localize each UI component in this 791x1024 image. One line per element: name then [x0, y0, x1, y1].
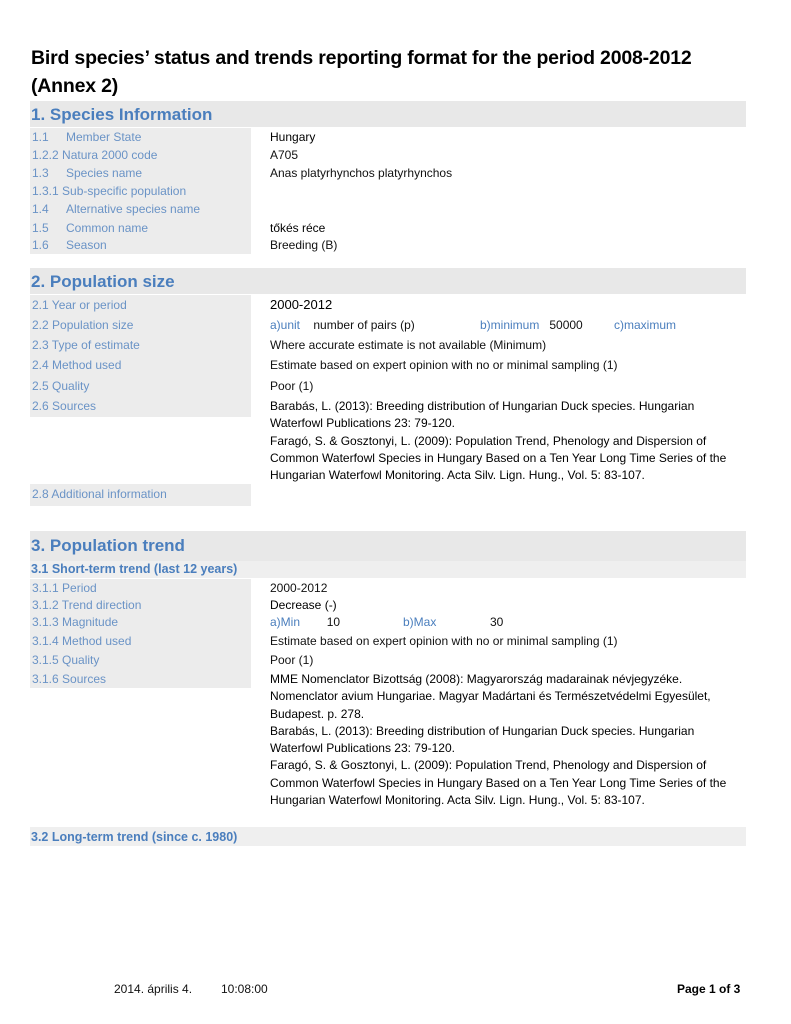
trend-sources-list	[270, 671, 750, 809]
long-term-title: 3.2 Long-term trend (since c. 1980)	[31, 830, 238, 844]
field-label-year-period: 2.1 Year or period	[32, 298, 127, 312]
magnitude-min-value: 10	[326, 615, 341, 629]
field-label-trend-sources: 3.1.6 Sources	[32, 672, 107, 686]
field-value-quality: Poor (1)	[270, 379, 314, 393]
field-label-sub-specific: 1.3.1 Sub-specific population	[32, 184, 187, 198]
magnitude-max-label: b)Max	[403, 615, 437, 629]
field-label-additional-info: 2.8 Additional information	[32, 487, 167, 501]
field-value-period: 2000-2012	[270, 581, 328, 595]
field-label-season: 1.6 Season	[32, 238, 107, 252]
field-label-natura-code: 1.2.2 Natura 2000 code	[32, 148, 158, 162]
source-entry: Barabás, L. (2013): Breeding distribution of Hungarian Duck species. Hungarian Waterfowl Publications 23: 79-120.	[270, 399, 695, 431]
field-value-trend-method: Estimate based on expert opinion with no or minimal sampling (1)	[270, 634, 618, 648]
sources-list	[270, 398, 750, 484]
field-label-trend-direction: 3.1.2 Trend direction	[32, 598, 142, 612]
footer-date: 2014. április 4.	[114, 982, 193, 996]
field-label-magnitude: 3.1.3 Magnitude	[32, 615, 119, 629]
unit-value: number of pairs (p)	[313, 318, 415, 332]
source-entry: Barabás, L. (2013): Breeding distribution of Hungarian Duck species. Hungarian Waterfowl Publications 23: 79-120.	[270, 723, 695, 756]
page-title-line2: (Annex 2)	[31, 75, 119, 97]
section-1-title: 1. Species Information	[31, 105, 213, 124]
field-label-alternative-name: 1.4 Alternative species name	[32, 202, 201, 216]
field-value-trend-quality: Poor (1)	[270, 653, 314, 667]
section-2-title: 2. Population size	[31, 272, 175, 291]
magnitude-max-value: 30	[490, 615, 504, 629]
field-value-species-name: Anas platyrhynchos platyrhynchos	[270, 166, 453, 180]
field-value-type-estimate: Where accurate estimate is not available (Minimum)	[270, 338, 547, 352]
minimum-field	[480, 318, 583, 332]
field-label-species-name: 1.3 Species name	[32, 166, 143, 180]
field-value-member-state: Hungary	[270, 130, 316, 144]
source-entry: MME Nomenclator Bizottság (2008): Magyarország madarainak névjegyzéke. Nomenclator avium Hungariae. Magyar Madártani és Természetvédelmi Egyesület, Budapest. p. 278.	[270, 672, 711, 721]
field-label-trend-quality: 3.1.5 Quality	[32, 653, 100, 667]
field-value-method-used: Estimate based on expert opinion with no or minimal sampling (1)	[270, 358, 618, 372]
minimum-value: 50000	[549, 318, 583, 332]
footer-page-number: Page 1 of 3	[677, 982, 741, 996]
page-title	[31, 44, 761, 100]
field-label-sources: 2.6 Sources	[32, 399, 97, 413]
field-label-period: 3.1.1 Period	[32, 581, 97, 595]
short-term-title: 3.1 Short-term trend (last 12 years)	[31, 562, 238, 576]
field-value-season: Breeding (B)	[270, 238, 338, 252]
field-label-trend-method: 3.1.4 Method used	[32, 634, 132, 648]
field-label-method-used: 2.4 Method used	[32, 358, 122, 372]
magnitude-min-field	[270, 615, 340, 629]
field-label-type-estimate: 2.3 Type of estimate	[32, 338, 140, 352]
section-3-title: 3. Population trend	[31, 536, 185, 555]
minimum-label: b)minimum	[480, 318, 540, 332]
field-value-year-period: 2000-2012	[270, 297, 333, 312]
source-entry: Faragó, S. & Gosztonyi, L. (2009): Population Trend, Phenology and Dispersion of Common Waterfowl Species in Hungary Based on a Ten Year Long Time Series of the Hungarian Waterfowl Monitoring. Acta Silv. Lign. Hung., Vol. 5: 83-107.	[270, 758, 727, 808]
magnitude-min-label: a)Min	[270, 615, 301, 629]
field-value-trend-direction: Decrease (-)	[270, 598, 337, 612]
maximum-label: c)maximum	[614, 318, 676, 332]
field-label-population-size: 2.2 Population size	[32, 318, 134, 332]
footer-time: 10:08:00	[221, 982, 268, 996]
field-label-quality: 2.5 Quality	[32, 379, 90, 393]
field-value-common-name: tőkés réce	[270, 221, 326, 235]
field-label-member-state: 1.1 Member State	[32, 130, 142, 144]
field-label-common-name: 1.5 Common name	[32, 221, 149, 235]
unit-label: a)unit	[270, 318, 301, 332]
field-value-population-size	[270, 318, 415, 332]
field-value-natura-code: A705	[270, 148, 299, 162]
page-title-line1: Bird species’ status and trends reporting format for the period 2008-2012	[31, 47, 692, 69]
source-entry: Faragó, S. & Gosztonyi, L. (2009): Population Trend, Phenology and Dispersion of Common Waterfowl Species in Hungary Based on a Ten Year Long Time Series of the Hungarian Waterfowl Monitoring. Acta Silv. Lign. Hung., Vol. 5: 83-107.	[270, 433, 727, 483]
